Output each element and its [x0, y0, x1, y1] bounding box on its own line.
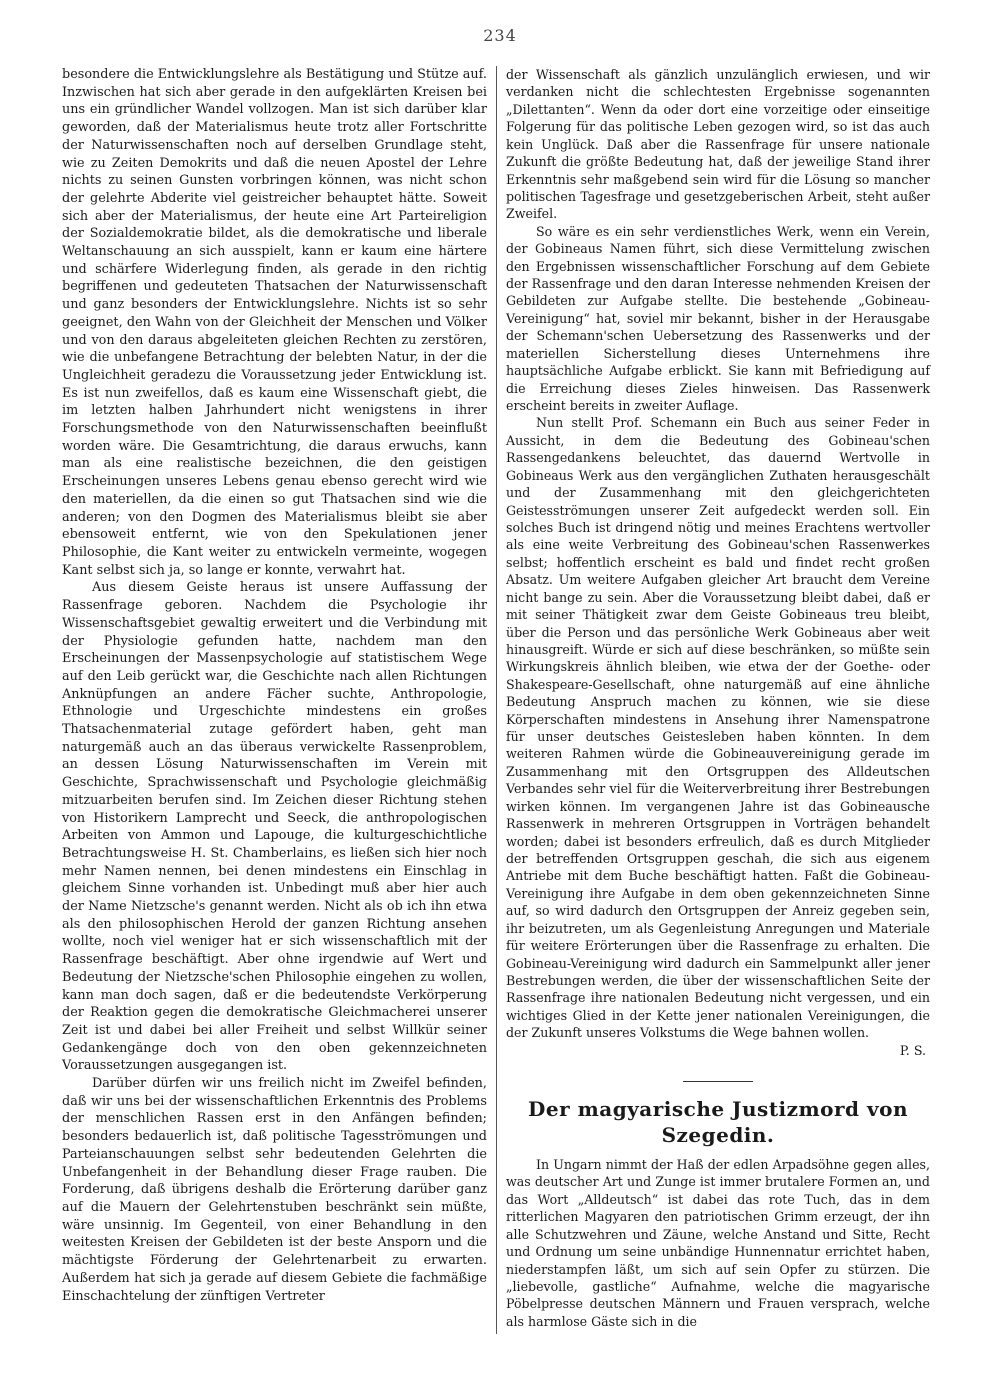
right-column [506, 66, 930, 1330]
column-divider [496, 66, 497, 1334]
left-paragraph-2: Aus diesem Geiste heraus ist unsere Auffassung der Rassenfrage geboren. Nachdem die Psychologie ihr Wissenschaftsgebiet gewaltig erweitert und die Verbindung mit der Physiologie gefunden hatte, nachdem man den Erscheinungen der Massenpsychologie auf statistischem Wege auf den Leib gerückt war, die Geschichte nach allen Richtungen Anknüpfungen an andere Fächer suchte, Anthropologie, Ethnologie und Urgeschichte mindestens ein großes Thatsachenmaterial zutage gefördert haben, geht man naturgemäß auch an das überaus verwickelte Rassenproblem, an dessen Lösung Naturwissenschaften im Verein mit Geschichte, Sprachwissenschaft und Psychologie gleichmäßig mitzuarbeiten berufen sind. Im Zeichen dieser Richtung stehen von Historikern Lamprecht und Seeck, die anthropologischen Arbeiten von Ammon und Lapouge, die kulturgeschichtliche Betrachtungsweise H. St. Chamberlains, es ließen sich hier noch mehr Namen nennen, bei denen mindestens ein Einschlag in gleichem Sinne vorhanden ist. Unbedingt muß aber hier auch der Name Nietzsche's genannt werden. Nicht als ob ich ihn etwa als den philosophischen Herold der ganzen Richtung ansehen wollte, noch viel weniger hat er sich wissenschaftlich mit der Rassenfrage beschäftigt. Aber ohne irgendwie auf Wert und Bedeutung der Nietzsche'schen Philosophie eingehen zu wollen, kann man doch sagen, daß er die bedeutendste Verkörperung der Reaktion gegen die demokratische Gleichmacherei unserer Zeit ist und dabei bei aller Freiheit und selbst Willkür seiner Gedankengänge doch von den oben gekennzeichneten Voraussetzungen ausgegangen ist. [62, 580, 487, 1074]
right-paragraph-3: Nun stellt Prof. Schemann ein Buch aus seiner Feder in Aussicht, in dem die Bedeutung des Gobineau'schen Rassengedankens beleuchtet, das dauernd Wertvolle in Gobineaus Werk aus den vergänglichen Zuthaten herausgeschält und der Zusammenhang mit den gleichgerichteten Geistesströmungen unserer Zeit aufgedeckt werden soll. Ein solches Buch ist dringend nötig und meines Erachtens wertvoller als eine weite Verbreitung des Gobineau'schen Rassenwerkes selbst; hoffentlich erscheint es bald und findet recht großen Absatz. Um weitere Aufgaben gleicher Art braucht dem Vereine nicht bange zu sein. Aber die Voraussetzung bleibt dabei, daß er mit seiner Thätigkeit zwar dem Geiste Gobineaus treu bleibt, über die Person und das persönliche Werk Gobineaus aber weit hinausgreift. Würde er sich auf diese beschränken, so müßte sein Wirkungskreis ähnlich bleiben, wie etwa der der Goethe- oder Shakespeare-Gesellschaft, ohne naturgemäß auf eine ähnliche Bedeutung Anspruch machen zu können, wie sie diese Körperschaften mindestens in Ansehung ihrer Namenspatrone für unser deutsches Geistesleben haben könnten. In dem weiteren Rahmen würde die Gobineauvereinigung gerade im Zusammenhang mit den Ortsgruppen des Alldeutschen Verbandes sehr viel für die Weiterverbreitung ihrer Bestrebungen wirken können. Im vergangenen Jahre ist das Gobineausche Rassenwerk in mehreren Ortsgruppen in Vorträgen behandelt worden; dabei ist besonders erfreulich, daß es durch Mitglieder der betreffenden Ortsgruppen geschah, die sich aus eigenem Antriebe mit dem Buche beschäftigt hatten. Faßt die Gobineau-Vereinigung ihre Aufgabe in dem oben gekennzeichneten Sinne auf, so wird dadurch den Ortsgruppen der Anreiz gegeben sein, ihr beizutreten, um als Gegenleistung Anregungen und Materiale für weitere Erörterungen über die Rassenfrage zu erhalten. Die Gobineau-Vereinigung wird dadurch ein Sammelpunkt aller jener Bestrebungen werden, die über der wissenschaftlichen Seite der Rassenfrage ihre nationalen Bedeutung nicht vergessen, und ein wichtiges Glied in der Kette jener nationalen Vereinigungen, die der Zukunft unseres Volkstums die Wege bahnen wollen. [506, 415, 930, 1041]
left-column [62, 66, 487, 1305]
right-paragraph-2: So wäre es ein sehr verdienstliches Werk, wenn ein Verein, der Gobineaus Namen führt, sich diese Vermittelung zwischen den Ergebnissen wissenschaftlicher Forschung auf dem Gebiete der Rassenfrage und den daran Interesse nehmenden Kreisen der Gebildeten zur Aufgabe stellte. Die bestehende „Gobineau-Vereinigung“ hat, soviel mir bekannt, bisher in der Herausgabe der Schemann'schen Uebersetzung des Rassenwerks und der materiellen Sicherstellung dieses Unternehmens ihre hauptsächliche Aufgabe erblickt. Sie kann mit Befriedigung auf die Erreichung dieses Zieles hinweisen. Das Rassenwerk erscheint bereits in zweiter Auflage. [506, 223, 930, 414]
author-signature: P. S. [899, 1042, 926, 1058]
article-separator [683, 1081, 753, 1082]
right-paragraph-1: der Wissenschaft als gänzlich unzulänglich erwiesen, und wir verdanken nicht die schlechtesten Ergebnisse sogenannten „Dilettanten“. Wenn da oder dort eine vorzeitige oder einseitige Folgerung für das politische Leben gezogen wird, so ist das auch kein Unglück. Daß aber die Rassenfrage für unsere nationale Zukunft die größte Bedeutung hat, daß der jeweilige Stand ihrer Erkenntnis sehr maßgebend sein wird für die Lösung so mancher politischen Tagesfrage und gesetzgeberischen Arbeit, steht außer Zweifel. [506, 67, 930, 222]
page-number: 234 [483, 26, 517, 45]
article-headline: Der magyarische Justizmord von Szegedin. [528, 1097, 908, 1148]
left-paragraph-3: Darüber dürfen wir uns freilich nicht im Zweifel befinden, daß wir uns bei der wissenschaftlichen Erkenntnis des Problems der menschlichen Rassen erst in den Anfängen befinden; besonders bedauerlich ist, daß politische Tagesströmungen und Parteianschauungen selbst sehr bedeutenden Gelehrten die Unbefangenheit in der Behandlung dieser Frage rauben. Die Forderung, daß übrigens deshalb die Erörterung darüber ganz auf die Mauern der Gelehrtenstuben beschränkt sein müßte, wäre unsinnig. Im Gegenteil, von einer Behandlung in den weitesten Kreisen der Gebildeten ist der beste Ansporn und die mächtigste Förderung der Gelehrtenarbeit zu erwarten. Außerdem hat sich ja gerade auf diesem Gebiete die fachmäßige Einschachtelung der zünftigen Vertreter [62, 1076, 487, 1304]
left-paragraph-1: besondere die Entwicklungslehre als Bestätigung und Stütze auf. Inzwischen hat sich aber gerade in den aufgeklärten Kreisen bei uns ein gründlicher Wandel vollzogen. Man ist sich darüber klar geworden, daß der Materialismus heute trotz aller Fortschritte der Naturwissenschaften noch auf derselben Grundlage steht, wie zu Zeiten Demokrits und daß die neuen Apostel der Lehre nichts zu seinen Gunsten vorbringen können, was nicht schon der gelehrte Abderite viel geistreicher behauptet hätte. Soweit sich aber der Materialismus, der heute eine Art Parteireligion der Sozialdemokratie bildet, als die demokratische und liberale Weltanschauung an sich ausspielt, kann er kaum eine härtere und schärfere Widerlegung finden, als gerade in den richtig begriffenen und gedeuteten Thatsachen der Naturwissenschaft und ganz besonders der Entwicklungslehre. Nichts ist so sehr geeignet, den Wahn von der Gleichheit der Menschen und Völker und von den daraus abgeleiteten gleichen Rechten zu zerstören, wie die unbefangene Betrachtung der belebten Natur, in der die Ungleichheit geradezu die Voraussetzung jeder Entwicklung ist. Es ist nun zweifellos, daß es kaum eine Wissenschaft giebt, die im letzten halben Jahrhundert nicht wenigstens in ihrer Forschungsmethode von den Naturwissenschaften beeinflußt worden wäre. Die Gesamtrichtung, die daraus erwuchs, kann man als eine realistische bezeichnen, die den geistigen Erscheinungen unseres Lebens genau ebenso gerecht wird wie den materiellen, da die einen so gut Thatsachen sind wie die anderen; von den Dogmen des Materialismus bleibt sie aber ebensoweit entfernt, wie von den Spekulationen jener Philosophie, die Kant weiter zu entwickeln vermeinte, wogegen Kant selbst sich ja, so lange er konnte, verwahrt hat. [62, 67, 487, 578]
article-lead-paragraph: In Ungarn nimmt der Haß der edlen Arpadsöhne gegen alles, was deutscher Art und Zunge ist immer brutalere Formen an, und das Wort „Alldeutsch“ ist dabei das rote Tuch, das in dem ritterlichen Magyaren den patriotischen Grimm erzeugt, der ihn alle Schutzwehren und Zäune, welche Anstand und Sitte, Recht und Ordnung um seine unbändige Hunnennatur errichtet haben, niederstampfen läßt, um sich auf sein Opfer zu stürzen. Die „liebevolle, gastliche“ Aufnahme, welche die magyarische Pöbelpresse deutschen Männern und Frauen versprach, welche als harmlose Gäste sich in die [506, 1157, 930, 1329]
